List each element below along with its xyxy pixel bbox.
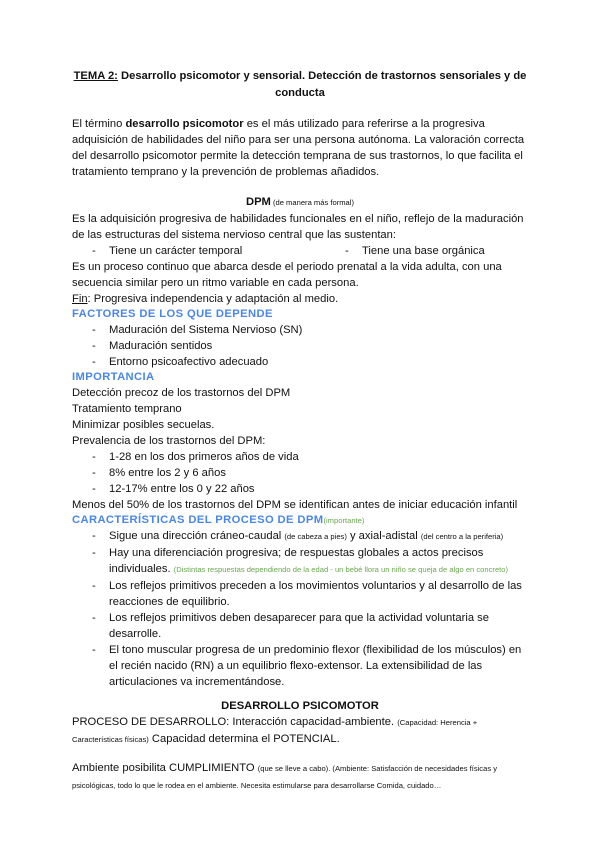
importancia-line: Prevalencia de los trastornos del DPM:: [72, 435, 266, 447]
list-item: - El tono muscular progresa de un predominio flexor (flexibilidad de los músculos) en el recién nacido (RN) a un equilibrio flexo-extensor. La extensibilidad de las articulaciones va incrementándose.: [72, 642, 528, 690]
p1-note: (Capacidad: Herencia + Características físicas): [72, 718, 478, 744]
caracteristicas-heading-note: (importante): [323, 516, 365, 525]
intro-paragraph: [72, 116, 528, 180]
importancia-line: Minimizar posibles secuelas.: [72, 419, 215, 431]
list-item: - 12-17% entre los 0 y 22 años: [72, 481, 528, 497]
list-item: [72, 528, 528, 545]
p2-text: Ambiente posibilita CUMPLIMIENTO: [72, 762, 258, 774]
prevalencia-list: [72, 449, 528, 497]
list-item: - Los reflejos primitivos deben desaparecer para que la actividad voluntaria se desarrolle.: [72, 610, 528, 642]
item-note: (de cabeza a pies): [284, 532, 347, 541]
page-title: [72, 68, 528, 102]
trait-item: - Tiene una base orgánica: [325, 243, 485, 259]
intro-text-2: es el más utilizado para referirse a la progresiva adquisición de habilidades del niño para ser una persona autónoma. La valoración correcta del desarrollo psicomotor permite la detección temprana de sus trastornos, lo que facilita el tratamiento temprano y la prevención de problemas añadidos.: [72, 118, 525, 178]
importancia-line: Detección precoz de los trastornos del DPM: [72, 387, 291, 399]
importancia-line: Tratamiento temprano: [72, 403, 182, 415]
importancia-heading: IMPORTANCIA: [72, 371, 155, 383]
intro-text-1: El término: [72, 118, 126, 130]
title-prefix: TEMA 2:: [73, 70, 118, 82]
list-item: - Maduración sentidos: [72, 338, 528, 354]
item-note-green: (Distintas respuestas dependiendo de la edad - un bebé llora un niño se queja de algo en concreto): [173, 565, 509, 574]
caracteristicas-heading-text: CARACTERÍSTICAS DEL PROCESO DE DPM: [72, 514, 324, 526]
dpm-heading-note: (de manera más formal): [270, 198, 354, 207]
list-item: [72, 545, 528, 578]
item-note: (del centro a la periferia): [420, 532, 504, 541]
document-content: [72, 68, 528, 794]
item-text: Hay una diferenciación progresiva; de respuestas globales a actos precisos individuales.: [109, 547, 484, 575]
list-item: - Los reflejos primitivos preceden a los movimientos voluntarios y al desarrollo de las reacciones de equilibrio.: [72, 578, 528, 610]
list-item: - 1-28 en los dos primeros años de vida: [72, 449, 528, 465]
dpm-fin: [72, 291, 528, 307]
dpm-heading-text: DPM: [245, 196, 271, 208]
list-item: - Entorno psicoafectivo adecuado: [72, 354, 528, 370]
p2-note: (que se lleve a cabo). (Ambiente: Satisfacción de necesidades físicas y psicológicas, todo lo que le rodea en el ambiente. Necesita estimularse para desarrollarse Comida, cuidado…: [72, 764, 498, 790]
dpm-process: Es un proceso continuo que abarca desde el periodo prenatal a la vida adulta, con una secuencia similar pero un ritmo variable en cada persona.: [72, 261, 502, 289]
caracteristicas-list: [72, 528, 528, 690]
p1-text: PROCESO DE DESARROLLO: Interacción capacidad-ambiente.: [72, 716, 398, 728]
desarrollo-paragraph-2: [72, 760, 528, 794]
importancia-closing: Menos del 50% de los trastornos del DPM se identifican antes de iniciar educación infantil: [72, 499, 518, 511]
list-item: - 8% entre los 2 y 6 años: [72, 465, 528, 481]
list-item: - Maduración del Sistema Nervioso (SN): [72, 322, 528, 338]
dpm-heading: [72, 194, 528, 211]
caracteristicas-heading: [72, 513, 528, 528]
p1-tail: Capacidad determina el POTENCIAL.: [148, 733, 340, 745]
trait-item: - Tiene un carácter temporal: [72, 243, 325, 259]
title-text: Desarrollo psicomotor y sensorial. Detección de trastornos sensoriales y de conducta: [117, 70, 527, 99]
dpm-traits: [72, 243, 528, 259]
intro-bold-term: desarrollo psicomotor: [125, 118, 244, 130]
dpm-definition: Es la adquisición progresiva de habilidades funcionales en el niño, reflejo de la maduración de las estructuras del sistema nervioso central que las sustentan:: [72, 213, 524, 241]
factores-list: [72, 322, 528, 370]
fin-label: Fin: [72, 293, 88, 305]
desarrollo-paragraph-1: [72, 714, 528, 748]
item-text: Sigue una dirección cráneo-caudal: [109, 530, 285, 542]
factores-heading: FACTORES DE LOS QUE DEPENDE: [72, 308, 273, 320]
fin-text: : Progresiva independencia y adaptación al medio.: [87, 293, 339, 305]
item-text: y axial-adistal: [346, 530, 421, 542]
desarrollo-heading: DESARROLLO PSICOMOTOR: [221, 700, 379, 712]
